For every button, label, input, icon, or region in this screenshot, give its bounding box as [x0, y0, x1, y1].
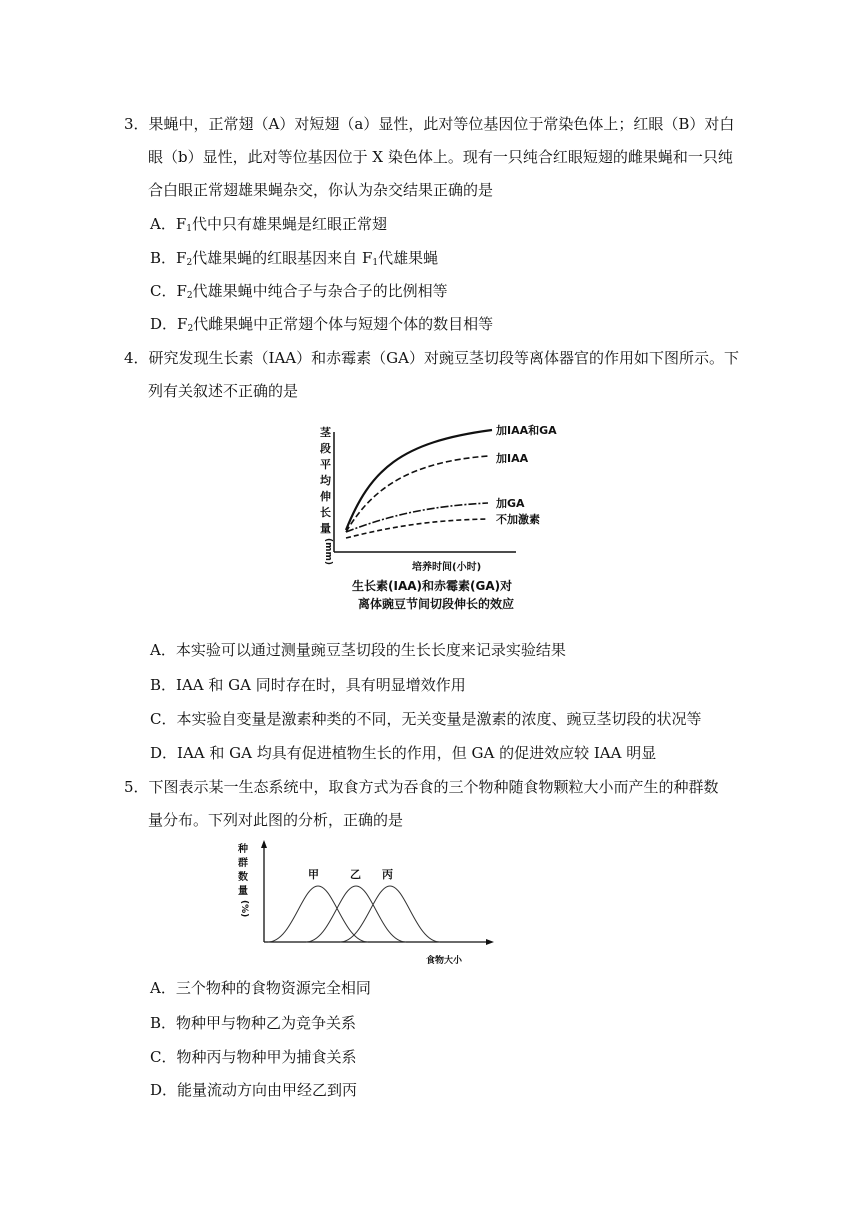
x-axis-label: 食物大小	[426, 956, 463, 966]
x-axis-label: 培养时间(小时)	[412, 562, 482, 573]
x-axis-arrow	[486, 939, 494, 945]
svg-text:种: 种	[238, 844, 248, 855]
population-distribution-figure	[232, 838, 502, 968]
question-3-option-d: D．$F_2$代雌果蝇中正常翅个体与短翅个体的数目相等	[150, 315, 494, 334]
y-axis-arrow	[261, 840, 267, 848]
question-4-line-2: 列有关叙述不正确的是	[148, 382, 299, 400]
species-label: 乙	[350, 868, 361, 881]
curve-no-hormone	[346, 519, 488, 538]
svg-text:均: 均	[320, 474, 331, 487]
figure-caption: 生长素(IAA)和赤霉素(GA)对	[352, 579, 513, 593]
y-axis-label	[319, 425, 333, 565]
question-4-option-c: C．本实验自变量是激素种类的不同，无关变量是激素的浓度、豌豆茎切段的状况等	[150, 710, 702, 728]
svg-text:群: 群	[238, 858, 248, 869]
svg-text:量: 量	[238, 886, 248, 897]
question-number: 4．	[124, 349, 149, 367]
question-number: 5．	[124, 778, 149, 796]
question-4-option-a: A．本实验可以通过测量豌豆茎切段的生长长度来记录实验结果	[150, 641, 566, 659]
question-3-option-b: B．$F_2$代雄果蝇的红眼基因来自 $F_1$代雄果蝇	[150, 249, 439, 268]
svg-text:(%): (%)	[239, 900, 249, 918]
figure-caption: 离体豌豆节间切段伸长的效应	[358, 597, 515, 611]
question-5-line-2: 量分布。下列对此图的分析，正确的是	[148, 811, 404, 829]
question-3-line-2: 眼（b）显性，此对等位基因位于 X 染色体上。现有一只纯合红眼短翅的雌果蝇和一只纯	[148, 148, 733, 166]
curve-label: 不加激素	[496, 513, 540, 526]
svg-text:数: 数	[238, 872, 248, 883]
y-axis-label	[237, 842, 249, 917]
hormone-effect-figure	[310, 420, 570, 620]
curve-ga	[346, 503, 488, 532]
species-label: 甲	[308, 868, 319, 881]
question-number: 3．	[124, 115, 149, 133]
curve-label: 加IAA和GA	[496, 424, 557, 437]
curve-label: 加IAA	[496, 452, 529, 465]
question-5-option-a: A．三个物种的食物资源完全相同	[150, 979, 371, 997]
svg-text:平: 平	[320, 458, 331, 471]
question-3-option-c: C．$F_2$代雄果蝇中纯合子与杂合子的比例相等	[150, 282, 448, 301]
question-5-option-b: B．物种甲与物种乙为竞争关系	[150, 1014, 357, 1032]
question-4-option-d: D．IAA 和 GA 均具有促进植物生长的作用，但 GA 的促进效应较 IAA 明显	[150, 744, 657, 762]
svg-text:茎: 茎	[320, 426, 331, 439]
curve-label: 加GA	[496, 497, 525, 510]
question-4-line-1: 4．研究发现生长素（IAA）和赤霉素（GA）对豌豆茎切段等离体器官的作用如下图所示。下	[124, 349, 739, 367]
svg-text:(mm): (mm)	[323, 538, 333, 565]
question-5-option-c: C．物种丙与物种甲为捕食关系	[150, 1048, 357, 1066]
svg-text:长: 长	[320, 506, 331, 519]
question-5-option-d: D．能量流动方向由甲经乙到丙	[150, 1081, 358, 1099]
species-label: 丙	[382, 868, 393, 881]
question-3-option-a: A．$F_1$代中只有雄果蝇是红眼正常翅	[150, 215, 387, 234]
svg-text:伸: 伸	[320, 490, 331, 503]
question-3-line-3: 合白眼正常翅雄果蝇杂交，你认为杂交结果正确的是	[148, 181, 494, 199]
question-3-line-1: 3．果蝇中，正常翅（A）对短翅（a）显性，此对等位基因位于常染色体上；红眼（B）对白	[124, 115, 735, 133]
curve-iaa	[346, 456, 488, 532]
question-5-line-1: 5．下图表示某一生态系统中，取食方式为吞食的三个物种随食物颗粒大小而产生的种群数	[124, 778, 719, 796]
svg-text:量: 量	[320, 522, 331, 535]
curve-species-jia	[268, 886, 368, 942]
question-4-option-b: B．IAA 和 GA 同时存在时，具有明显增效作用	[150, 676, 466, 694]
svg-text:段: 段	[320, 442, 331, 455]
curve-iaa-and-ga	[346, 430, 492, 530]
